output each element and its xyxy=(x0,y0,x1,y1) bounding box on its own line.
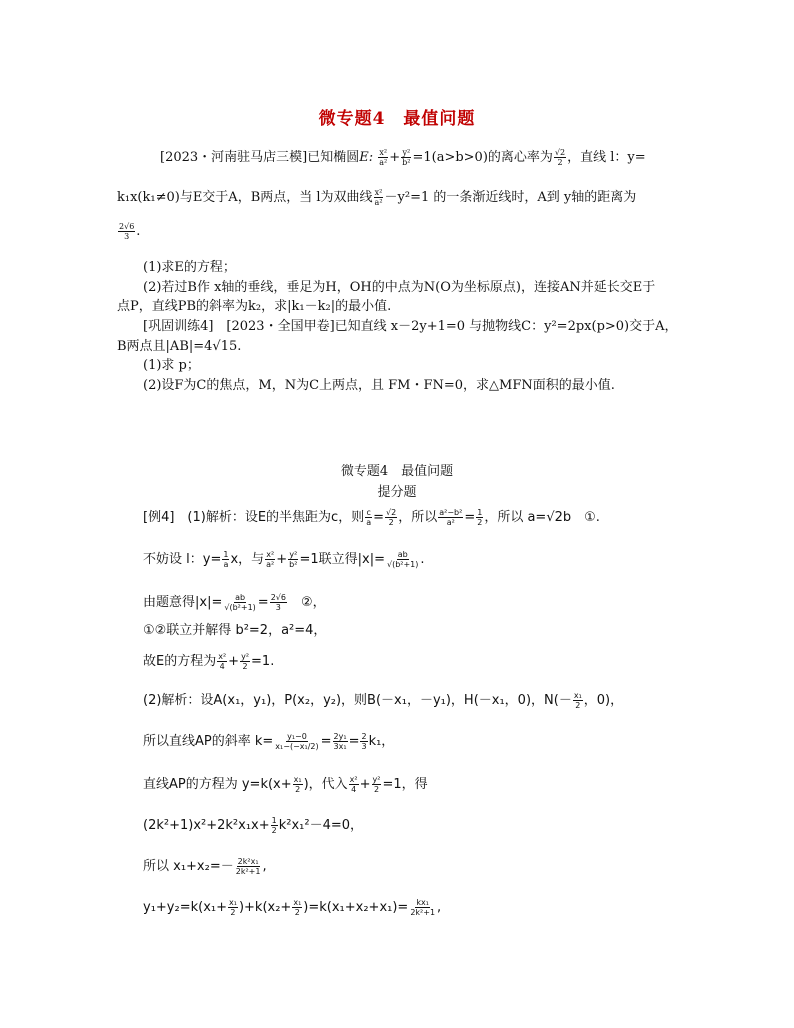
problem-1-line-3: $\frac{2√6}{3}$ . xyxy=(119,222,141,241)
solution-line-10: 所以 x₁+x₂=－ $\frac{\text{2k²x₁}}{\text{2k²+1}}$ , xyxy=(143,857,267,876)
problem-2-line-2: B两点且|AB|=4√15. xyxy=(117,339,242,354)
problem-2-part-2: (2)设F为C的焦点，M，N为C上两点，且 FM・FN=0，求△MFN面积的最小值. xyxy=(143,378,615,393)
solution-line-6: (2)解析：设A(x₁，y₁)，P(x₂，y₂)，则B(－x₁，－y₁)，H(－x₁，0)，N(－ $\frac{\text{x₁}}{2}$ ，0)， xyxy=(143,691,624,710)
problem-2-line-1: [巩固训练4] [2023・全国甲卷]已知直线 x－2y+1=0 与抛物线C：y²=2px(p>0)交于A， xyxy=(143,319,678,334)
problem-1-part-2: (2)若过B作 x轴的垂线，垂足为H，OH的中点为N(O为坐标原点)，连接AN并延长交E于 xyxy=(143,280,656,295)
solution-line-5: 故E的方程为 $\frac{\text{x²}}{4}$ + $\frac{\text{y²}}{2}$ =1. xyxy=(143,652,275,671)
problem-1-line-2: k₁x(k₁≠0)与E交于A，B两点，当 l为双曲线 $\frac{\text{x²}}{\text{a²}}$ －y²=1 的一条渐近线时，A到 y轴的距离为 xyxy=(117,188,637,207)
solution-line-3: 由题意得|x|= $\frac{ab}{\text{√(b²+1)}}$ = $\frac{2√6}{3}$ ②， xyxy=(143,593,326,612)
problem-2-part-1: (1)求 p； xyxy=(143,358,200,373)
page-title: 微专题4 最值问题 xyxy=(318,109,476,129)
solution-title: 微专题4 最值问题 xyxy=(340,464,454,479)
solution-line-7: 所以直线AP的斜率 k= $\frac{\text{y₁−0}}{\text{x₁−(−x₁/2)}}$ = $\frac{\text{2y₁}}{\text{3x₁}}$ = $\frac{2}{3}$ k₁， xyxy=(143,732,395,751)
solution-subtitle: 提分题 xyxy=(377,485,417,500)
solution-line-2: 不妨设 l：y= $\frac{1}{a}$ x，与 $\frac{\text{x²}}{\text{a²}}$ + $\frac{\text{y²}}{\text{b²}}$ =1联立得|x|= $\frac{ab}{\text{√(b²+1)}}$ . xyxy=(143,550,425,569)
solution-line-4: ①②联立并解得 b²=2，a²=4， xyxy=(143,623,327,638)
problem-1-part-1: (1)求E的方程； xyxy=(143,260,236,275)
problem-1-part-2b: 点P，直线PB的斜率为k₂，求|k₁－k₂|的最小值. xyxy=(117,299,392,314)
solution-line-9: (2k²+1)x²+2k²x₁x+ $\frac{1}{2}$ k²x₁²－4=0， xyxy=(143,816,364,835)
solution-line-1: [例4] (1)解析：设E的半焦距为c，则 $\frac{c}{a}$ = $\frac{√2}{2}$ ，所以 $\frac{\text{a²−b²}}{\text{a²}}$ = $\frac{1}{2}$ ，所以 a=√2b ①. xyxy=(143,508,600,527)
problem-1-line-1: [2023・河南驻马店三模]已知椭圆E: $\frac{\text{x²}}{\text{a²}}$ + $\frac{\text{y²}}{\text{b²}}$ =1(a>b>0)的离心率为 $\frac{√2}{2}$ ，直线 l：y= xyxy=(160,148,646,167)
solution-line-8: 直线AP的方程为 y=k(x+ $\frac{\text{x₁}}{2}$ )，代入 $\frac{\text{x²}}{4}$ + $\frac{\text{y²}}{2}$ =1，得 xyxy=(143,775,428,794)
solution-line-11: y₁+y₂=k(x₁+ $\frac{\text{x₁}}{2}$ )+k(x₂+ $\frac{\text{x₁}}{2}$ )=k(x₁+x₂+x₁)= $\frac{\text{kx₁}}{\text{2k²+1}}$ , xyxy=(143,898,442,917)
